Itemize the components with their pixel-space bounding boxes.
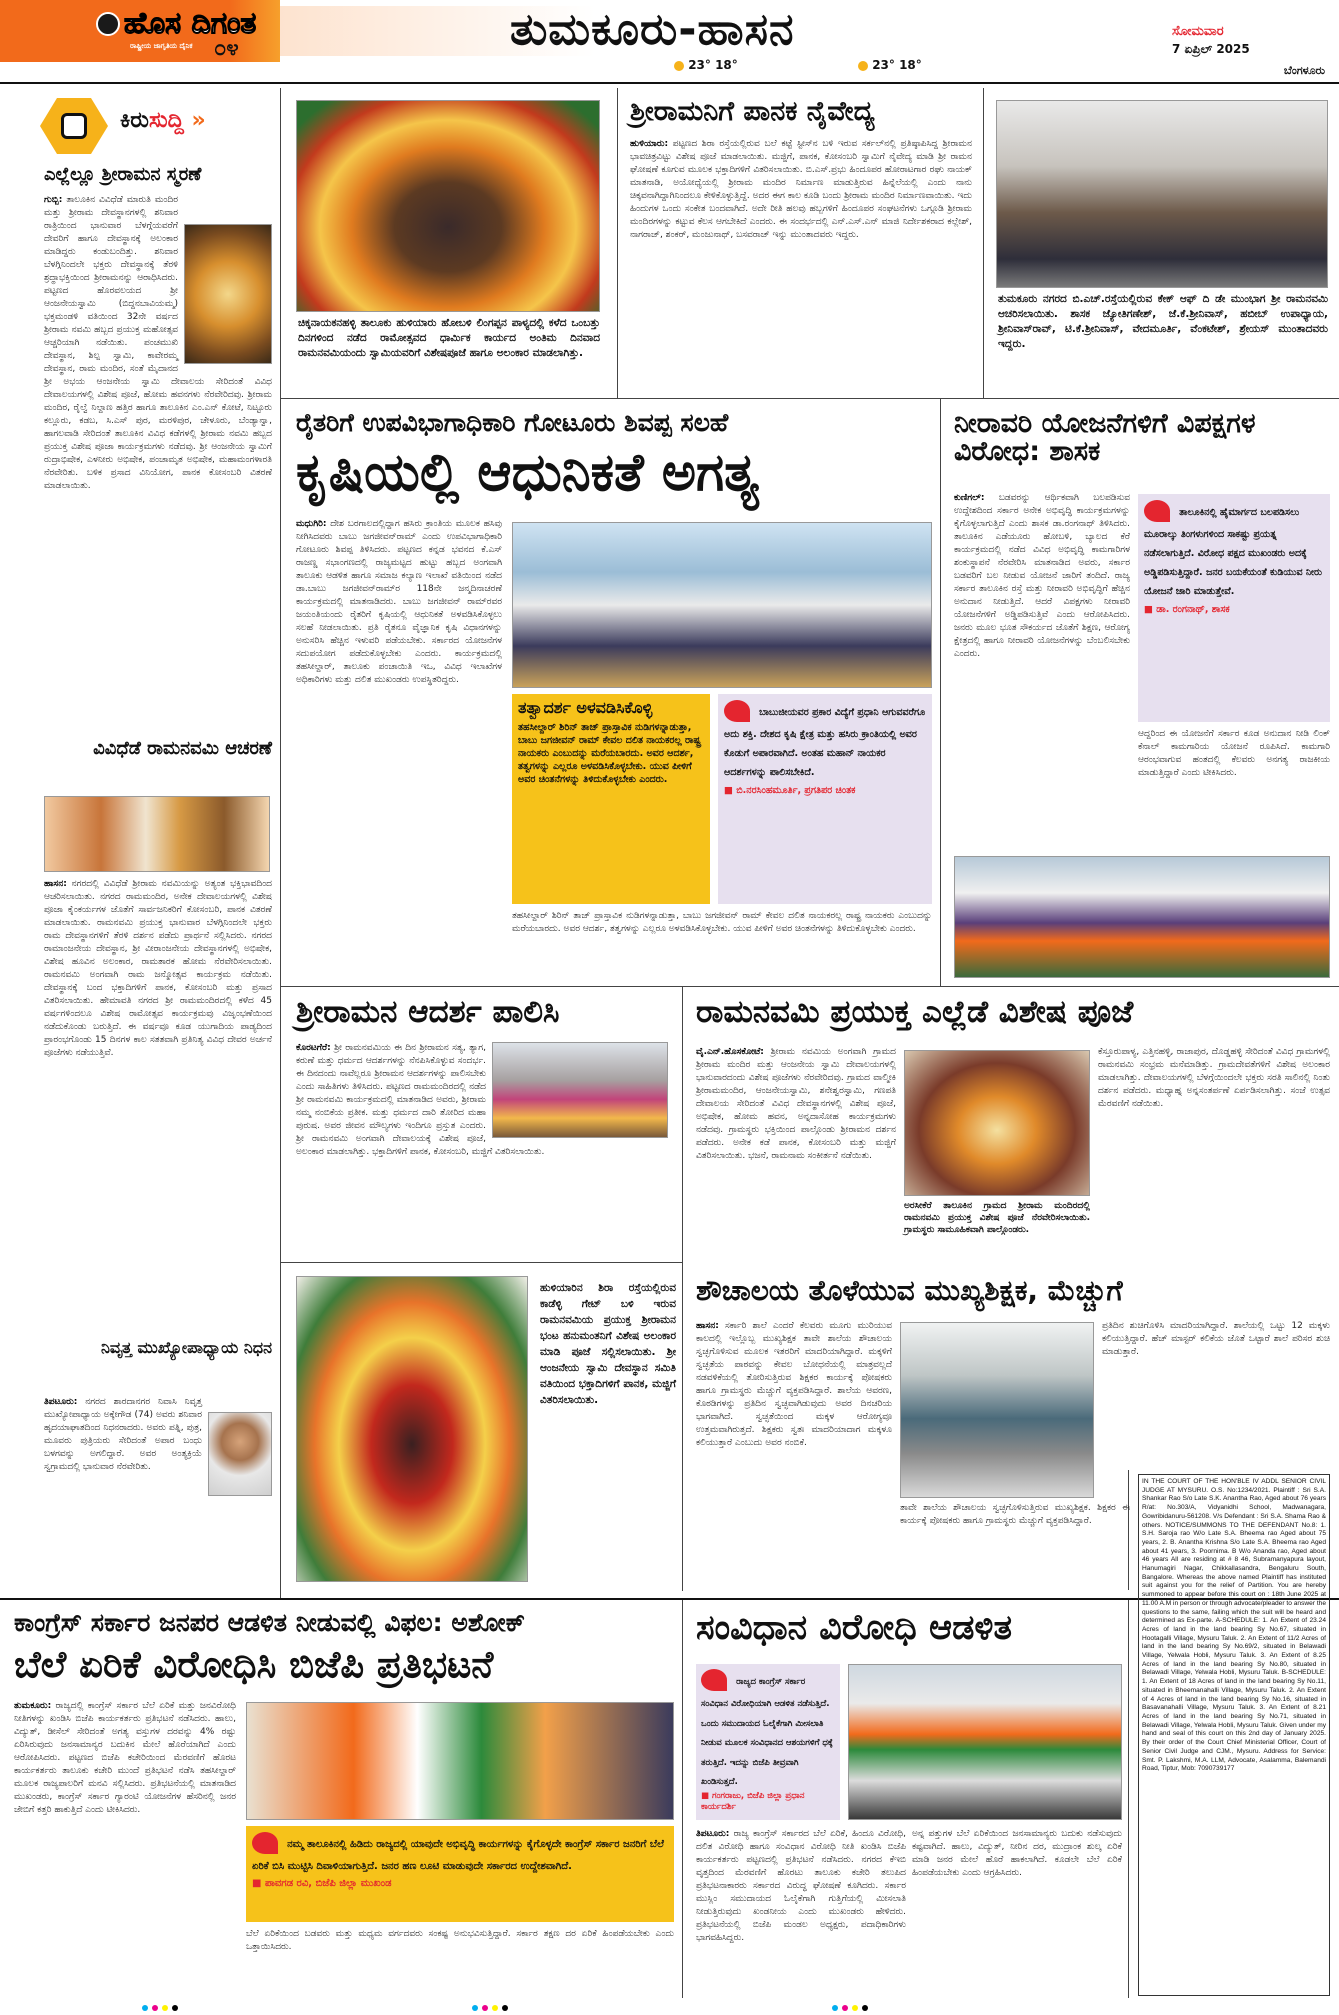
article-2-body bbox=[630, 138, 972, 394]
sun-icon bbox=[858, 61, 868, 71]
article-4-sidebox bbox=[512, 694, 710, 904]
weather-high-left: 23 bbox=[688, 58, 705, 72]
kiru-headline-1: ಎಲ್ಲೆಲ್ಲೂ ಶ್ರೀರಾಮನ ಸ್ಮರಣೆ bbox=[44, 164, 202, 185]
article-6-headline: ಶ್ರೀರಾಮನ ಆದರ್ಶ ಪಾಲಿಸಿ bbox=[296, 994, 560, 1030]
ramanavami-celebration-group-photo bbox=[996, 100, 1328, 288]
rama-idol-photo bbox=[184, 224, 272, 364]
quote-text: ಬಾಬುಜೀಯವರ ಪ್ರಕಾರ ವಿದ್ಯೆಗೆ ಪ್ರಧಾನಿ ಆಗುವವರೆಗೂ ಅದು ಶಕ್ತಿ. ದೇಶದ ಕೃಷಿ ಕ್ಷೇತ್ರ ಮತ್ತು ಹಸಿರು ಕ್ರಾಂತಿಯಲ್ಲಿ ಅವರ ಕೊಡುಗೆ ಅಪಾರವಾಗಿದೆ. ಅಂತಹ ಮಹಾನ್ ನಾಯಕರ ಆದರ್ಶಗಳನ್ನು ಪಾಲಿಸಬೇಕಿದೆ. bbox=[724, 707, 926, 778]
article-text: ನಗರದ ಶಾರದಾನಗರ ನಿವಾಸಿ ನಿವೃತ್ತ ಮುಖ್ಯೋಪಾಧ್ಯಾಯ ಅಕ್ಕೇಗೌಡ (74) ಅವರು ಶನಿವಾರ ಹೃದಯಾಘಾತದಿಂದ ನಿಧನರಾದರು. ಅವರು ಪತ್ನಿ, ಪುತ್ರ, ಮೂವರು ಪುತ್ರಿಯರು ಸೇರಿದಂತೆ ಅಪಾರ ಬಂಧು ಬಳಗವನ್ನು ಅಗಲಿದ್ದಾರೆ. ಅವರ ಅಂತ್ಯಕ್ರಿಯೆ ಸ್ವಗ್ರಾಮದಲ್ಲಿ ಭಾನುವಾರ ನೆರವೇರಿತು. bbox=[44, 1397, 202, 1472]
quote-text: ನಮ್ಮ ತಾಲೂಕಿನಲ್ಲಿ ಹಿಡಿದು ರಾಜ್ಯದಲ್ಲಿ ಯಾವುದೇ ಅಭಿವೃದ್ಧಿ ಕಾರ್ಯಗಳನ್ನು ಕೈಗೊಳ್ಳದೇ ಕಾಂಗ್ರೆಸ್ ಸರ್ಕಾರ ಜನರಿಗೆ ಬೆಲೆ ಏರಿಕೆ ಬಿಸಿ ಮುಟ್ಟಿಸಿ ದಿವಾಳಿಯಾಗುತ್ತಿದೆ. ಜನರ ಹಣ ಲೂಟಿ ಮಾಡುವುದೇ ಸರ್ಕಾರದ ಉದ್ದೇಶವಾಗಿದೆ. bbox=[252, 1839, 664, 1872]
article-4-kicker: ರೈತರಿಗೆ ಉಪವಿಭಾಗಾಧಿಕಾರಿ ಗೋಟೂರು ಶಿವಪ್ಪ ಸಲಹೆ bbox=[296, 408, 729, 437]
article-5-body bbox=[954, 492, 1130, 850]
weather-widget-right: 23° 18° bbox=[858, 58, 928, 78]
dateline: ಕೊರಟಗೆರೆ: bbox=[296, 1043, 331, 1053]
quote-attribution: ■ ಬಿ.ನರಸಿಂಹಮೂರ್ತಿ, ಪ್ರಗತಿಪರ ಚಿಂತಕ bbox=[724, 785, 856, 796]
article-9-body-2 bbox=[1102, 1320, 1330, 1468]
article-text: ನಗರದಲ್ಲಿ ವಿವಿಧೆಡೆ ಶ್ರೀರಾಮ ನವಮಿಯನ್ನು ಅತ್ಯಂತ ಭಕ್ತಿಭಾವದಿಂದ ಆಚರಿಸಲಾಯಿತು. ನಗರದ ರಾಮಮಂದಿರ, ಅನೇಕ ದೇವಾಲಯಗಳಲ್ಲಿ ವಿಶೇಷ ಪೂಜಾ ಕೈಂಕರ್ಯಗಳ ಜೊತೆಗೆ ಸಾರ್ವಜನಿಕರಿಗೆ ಕೋಸಂಬರಿ, ಪಾನಕ ವಿತರಣೆ ಮಾಡಲಾಯಿತು. ರಾಮನವಮಿ ಪ್ರಯುಕ್ತ ಭಾನುವಾರ ಬೆಳಗ್ಗಿನಿಂದಲೇ ಭಕ್ತರು ರಾಮ ದೇವಸ್ಥಾನಗಳಿಗೆ ತೆರಳಿ ದರ್ಶನ ಪಡೆದು ಪ್ರಾರ್ಥನೆ ಸಲ್ಲಿಸಿದರು. ನಗರದ ರಾಮಾಂಜನೇಯ ದೇವಸ್ಥಾನ, ಶ್ರೀ ವೀರಾಂಜನೇಯ ದೇವಸ್ಥಾನಗಳಲ್ಲಿ ಅಭಿಷೇಕ, ವಿಶೇಷ ಹೂವಿನ ಅಲಂಕಾರ, ರಾಮತಾರಕ ಹೋಮ ನೆರವೇರಿಸಲಾಯಿತು. ರಾಮನವಮಿ ಅಂಗವಾಗಿ ರಾಮ ಜನ್ಮೋತ್ಸವ ಕಾರ್ಯಕ್ರಮ ನಡೆಯಿತು. ದೇವಸ್ಥಾನಕ್ಕೆ ಬಂದ ಭಕ್ತಾದಿಗಳಿಗೆ ಪಾನಕ, ಕೋಸಂಬರಿ ಮತ್ತು ಪ್ರಸಾದ ವಿತರಿಸಲಾಯಿತು. ಹೇಮಾವತಿ ನಗರದ ಶ್ರೀ ರಾಮಮಂದಿರದಲ್ಲಿ ಕಳೆದ 45 ವರ್ಷಗಳಿಂದಲೂ ವಿಶೇಷ ರಾಮೋತ್ಸವ ಕಾರ್ಯಕ್ರಮವು ವಿಜೃಂಭಣೆಯಿಂದ ನಡೆದುಕೊಂಡು ಬರುತ್ತಿದೆ. ಈ ವರ್ಷವೂ ಕೂಡ ಯುಗಾದಿಯ ಪಾಡ್ಯದಿಂದ ಪ್ರಾರಂಭಗೊಂಡು 15 ದಿನಗಳ ಕಾಲ ಸತತವಾಗಿ ಪ್ರತಿನಿತ್ಯ ವಿವಿಧ ದೇವರ ಅರ್ಚನೆ ಪೂಜೆಗಳು ನಡೆಯುತ್ತಿವೆ. bbox=[44, 879, 272, 1058]
quote-text: ರಾಜ್ಯದ ಕಾಂಗ್ರೆಸ್ ಸರ್ಕಾರ ಸಂವಿಧಾನ ವಿರೋಧಿಯಾಗಿ ಆಡಳಿತ ನಡೆಸುತ್ತಿದೆ. ಒಂದು ಸಮುದಾಯದ ಓಲೈಕೆಗಾಗಿ ಮೀಸಲಾತಿ ನೀಡುವ ಮೂಲಕ ಸಂವಿಧಾನದ ಆಶಯಗಳಿಗೆ ಧಕ್ಕೆ ತರುತ್ತಿದೆ. ಇದನ್ನು ಬಿಜೆಪಿ ತೀವ್ರವಾಗಿ ಖಂಡಿಸುತ್ತದೆ. bbox=[701, 1677, 833, 1787]
article-text: ರಾಜ್ಯ ಕಾಂಗ್ರೆಸ್ ಸರ್ಕಾರದ ಬೆಲೆ ಏರಿಕೆ, ಹಿಂದೂ ವಿರೋಧಿ, ದಲಿತ ವಿರೋಧಿ ಹಾಗೂ ಸಂವಿಧಾನ ವಿರೋಧಿ ನೀತಿ ಖಂಡಿಸಿ ಬಿಜೆಪಿ ಕಾರ್ಯಕರ್ತರು ಪಟ್ಟಣದಲ್ಲಿ ಪ್ರತಿಭಟನೆ ನಡೆಸಿದರು. ನಗರದ ಕೆಇಬಿ ವೃತ್ತದಿಂದ ಮೆರವಣಿಗೆ ಹೊರಟು ತಾಲೂಕು ಕಚೇರಿ ತಲುಪಿದ ಪ್ರತಿಭಟನಾಕಾರರು ಸರ್ಕಾರದ ವಿರುದ್ಧ ಘೋಷಣೆ ಕೂಗಿದರು. ಸರ್ಕಾರ ಮುಸ್ಲಿಂ ಸಮುದಾಯದ ಓಲೈಕೆಗಾಗಿ ಗುತ್ತಿಗೆಯಲ್ಲಿ ಮೀಸಲಾತಿ ನೀಡುತ್ತಿರುವುದು ಖಂಡನೀಯ ಎಂದು ಮುಖಂಡರು ಹೇಳಿದರು. ಪ್ರತಿಭಟನೆಯಲ್ಲಿ ಬಿಜೆಪಿ ಮಂಡಲ ಅಧ್ಯಕ್ಷರು, ಪದಾಧಿಕಾರಿಗಳು ಭಾಗವಹಿಸಿದ್ದರು. bbox=[696, 1829, 906, 1943]
article-text: ಕೆಸ್ತೂರುಪಾಳ್ಯ, ಎತ್ತಿನಹಳ್ಳಿ, ರಾಜಾಪುರ, ದೊಡ್ಡಹಳ್ಳಿ ಸೇರಿದಂತೆ ವಿವಿಧ ಗ್ರಾಮಗಳಲ್ಲಿ ರಾಮನವಮಿ ಸಂಭ್ರಮ ಮನೆಮಾಡಿತ್ತು. ಗ್ರಾಮದೇವತೆಗಳಿಗೆ ವಿಶೇಷ ಅಲಂಕಾರ ಮಾಡಲಾಗಿತ್ತು. ದೇವಾಲಯಗಳಲ್ಲಿ ಬೆಳಗ್ಗೆಯಿಂದಲೇ ಭಕ್ತರು ಸರತಿ ಸಾಲಿನಲ್ಲಿ ನಿಂತು ದರ್ಶನ ಪಡೆದರು. ಮಧ್ಯಾಹ್ನ ಅನ್ನಸಂತರ್ಪಣೆ ಏರ್ಪಡಿಸಲಾಗಿತ್ತು. ಸಂಜೆ ಉತ್ಸವ ಮೆರವಣಿಗೆ ನಡೆಯಿತು. bbox=[1098, 1047, 1330, 1109]
column-divider bbox=[682, 986, 683, 1591]
kiru-body-1 bbox=[44, 194, 272, 794]
row-divider bbox=[280, 1262, 682, 1263]
article-8-caption: ಹುಳಿಯಾರಿನ ಶಿರಾ ರಸ್ತೆಯಲ್ಲಿರುವ ಕಾಡೆಳ್ಳಿ ಗೇಟ್ ಬಳಿ ಇರುವ ರಾಮನವಮಿಯ ಪ್ರಯುಕ್ತ ಶ್ರೀರಾಮನ ಭಂಟ ಹನುಮಂತನಿಗೆ ವಿಶೇಷ ಅಲಂಕಾರ ಮಾಡಿ ಪೂಜೆ ಸಲ್ಲಿಸಲಾಯಿತು. ಶ್ರೀ ಆಂಜನೇಯ ಸ್ವಾಮಿ ದೇವಸ್ಥಾನ ಸಮಿತಿ ವತಿಯಿಂದ ಭಕ್ತಾದಿಗಳಿಗೆ ಪಾನಕ, ಮಜ್ಜಿಗೆ ವಿತರಿಸಲಾಯಿತು. bbox=[540, 1282, 676, 1406]
quote-attribution: ■ ಡಾ. ರಂಗನಾಥ್, ಶಾಸಕ bbox=[1144, 604, 1230, 615]
article-11-body bbox=[696, 1828, 906, 1996]
article-7-body bbox=[696, 1046, 896, 1256]
article-7-headline: ರಾಮನವಮಿ ಪ್ರಯುಕ್ತ ಎಲ್ಲೆಡೆ ವಿಶೇಷ ಪೂಜೆ bbox=[696, 994, 1134, 1030]
article-10-body bbox=[14, 1700, 236, 1996]
article-3-caption: ತುಮಕೂರು ನಗರದ ಬಿ.ಎಚ್.ರಸ್ತೆಯಲ್ಲಿರುವ ಕೇಕ್ ಆಫ್ ದಿ ಡೇ ಮುಂಭಾಗ ಶ್ರೀ ರಾಮನವಮಿ ಆಚರಿಸಲಾಯಿತು. ಶಾಸಕ ಜ್ಯೋತಿಗಣೇಶ್, ಜೆ.ಕೆ.ಶ್ರೀನಿವಾಸ್, ಹಬೀಬ್ ಉಪಾಧ್ಯಾಯ, ಶ್ರೀನಿವಾಸ್‌ರಾವ್, ಟಿ.ಕೆ.ಶ್ರೀನಿವಾಸ್, ವೇದಮೂರ್ತಿ, ವೆಂಕಟೇಶ್, ಶ್ರೇಯಸ್ ಮುಂತಾದವರು ಇದ್ದರು. bbox=[998, 293, 1328, 350]
article-5-body-2 bbox=[1138, 728, 1330, 850]
officials-event-photo bbox=[512, 522, 932, 688]
bjp-tiptur-protest-photo bbox=[848, 1664, 1122, 1820]
article-text: ಸರ್ಕಾರಿ ಶಾಲೆ ಎಂದರೆ ಕೆಲವರು ಮೂಗು ಮುರಿಯುವ ಕಾಲದಲ್ಲಿ ಇಲ್ಲೊಬ್ಬ ಮುಖ್ಯಶಿಕ್ಷಕ ತಾವೇ ಶಾಲೆಯ ಶೌಚಾಲಯ ಸ್ವಚ್ಛಗೊಳಿಸುವ ಮೂಲಕ ಇತರರಿಗೆ ಮಾದರಿಯಾಗಿದ್ದಾರೆ. ಮಕ್ಕಳಿಗೆ ಸ್ವಚ್ಛತೆಯ ಪಾಠವನ್ನು ಕೇವಲ ಬೋಧನೆಯಲ್ಲಿ ಮಾತ್ರವಲ್ಲದೆ ನಡವಳಿಕೆಯಲ್ಲಿ ತೋರಿಸುತ್ತಿರುವ ಶಿಕ್ಷಕರ ಕಾರ್ಯಕ್ಕೆ ಪೋಷಕರು ಹಾಗೂ ಗ್ರಾಮಸ್ಥರು ಮೆಚ್ಚುಗೆ ವ್ಯಕ್ತಪಡಿಸಿದ್ದಾರೆ. ಶಾಲೆಯ ಆವರಣ, ಕೊಠಡಿಗಳನ್ನು ಪ್ರತಿದಿನ ಸ್ವಚ್ಛವಾಗಿಡುವುದು ಅವರ ದಿನಚರಿಯ ಭಾಗವಾಗಿದೆ. ಸ್ವಚ್ಛತೆಯಿಂದ ಮಕ್ಕಳ ಆರೋಗ್ಯವೂ ಉತ್ತಮವಾಗಿರುತ್ತದೆ. ಶಿಕ್ಷಕರು ಸ್ವತಃ ಮಾದರಿಯಾದಾಗ ಮಕ್ಕಳೂ ಕಲಿಯುತ್ತಾರೆ ಎಂಬುದು ಅವರ ನಂಬಿಕೆ. bbox=[696, 1321, 892, 1448]
quote-icon bbox=[252, 1832, 278, 1854]
row-divider bbox=[280, 398, 1339, 399]
article-10-kicker: ಕಾಂಗ್ರೆಸ್ ಸರ್ಕಾರ ಜನಪರ ಆಡಳಿತ ನೀಡುವಲ್ಲಿ ವಿಫಲ: ಅಶೋಕ್ bbox=[14, 1608, 526, 1637]
article-11-quote bbox=[696, 1664, 840, 1820]
dateline: ತುಮಕೂರು: bbox=[14, 1701, 52, 1711]
kiru-headline-3: ನಿವೃತ್ತ ಮುಖ್ಯೋಪಾಧ್ಯಾಯ ನಿಧನ bbox=[101, 1338, 272, 1357]
weather-high-right: 23 bbox=[872, 58, 889, 72]
dateline: ಹುಳಿಯಾರು: bbox=[630, 139, 669, 149]
article-4-body bbox=[296, 518, 502, 972]
article-5-headline: ನೀರಾವರಿ ಯೋಜನೆಗಳಿಗೆ ವಿಪಕ್ಷಗಳ ವಿರೋಧ: ಶಾಸಕ bbox=[954, 408, 1256, 468]
quote-icon bbox=[1144, 500, 1170, 522]
quote-text: ತಾಲೂಕಿನಲ್ಲಿ ಹೈಮಾರ್ಗದ ಬಲಪಡಿಸಲು ಮೂರಾಲ್ಕು ತಿಂಗಳುಗಳಿಂದ ಸಾಕಷ್ಟು ಪ್ರಯತ್ನ ನಡೆಸಲಾಗುತ್ತಿದೆ. ವಿರೋಧ ಪಕ್ಷದ ಮುಖಂಡರು ಅದಕ್ಕೆ ಅಡ್ಡಿಪಡಿಸುತ್ತಿದ್ದಾರೆ. ಜನರ ಬಯಕೆಯಂತೆ ಕುಡಿಯುವ ನೀರು ಯೋಜನೆ ಜಾರಿ ಮಾಡುತ್ತೇವೆ. bbox=[1144, 507, 1322, 597]
issue-day: ಸೋಮವಾರ bbox=[1172, 24, 1224, 39]
article-6-body bbox=[296, 1042, 668, 1256]
article-9-headline: ಶೌಚಾಲಯ ತೊಳೆಯುವ ಮುಖ್ಯಶಿಕ್ಷಕ, ಮೆಚ್ಚುಗೆ bbox=[696, 1274, 1123, 1307]
dateline: ಹಾಸನ: bbox=[696, 1321, 719, 1331]
temple-decoration-photo bbox=[296, 100, 600, 312]
kiru-label: ಕಿರುಸುದ್ದಿ » bbox=[120, 108, 206, 133]
edition-title: ತುಮಕೂರು-ಹಾಸನ bbox=[510, 4, 795, 55]
article-text: ಪ್ರತಿದಿನ ಶುಚಿಗೊಳಿಸಿ ಮಾದರಿಯಾಗಿದ್ದಾರೆ. ಶಾಲೆಯಲ್ಲಿ ಒಟ್ಟು 12 ಮಕ್ಕಳು ಕಲಿಯುತ್ತಿದ್ದಾರೆ. ಹೆಚ್ ಮಾಸ್ಟರ್ ಕಲಿಕೆಯ ಜೊತೆ ಒಟ್ಟಾರೆ ಶಾಲೆ ಪರಿಸರ ಶುಚಿ ಮಾಡುತ್ತಾರೆ. bbox=[1102, 1321, 1330, 1357]
article-4-quote bbox=[718, 694, 932, 904]
article-7-caption: ಅರಸೀಕೆರೆ ತಾಲೂಕಿನ ಗ್ರಾಮದ ಶ್ರೀರಾಮ ಮಂದಿರದಲ್ಲಿ ರಾಮನವಮಿ ಪ್ರಯುಕ್ತ ವಿಶೇಷ ಪೂಜೆ ನೆರವೇರಿಸಲಾಯಿತು. ಗ್ರಾಮಸ್ಥರು ಸಾಮೂಹಿಕವಾಗಿ ಪಾಲ್ಗೊಂಡರು. bbox=[904, 1201, 1090, 1235]
quote-attribution: ■ ಪಾವಗಡ ರವಿ, ಬಿಜೆಪಿ ಜಿಲ್ಲಾ ಮುಖಂಡ bbox=[252, 1878, 392, 1889]
article-text: ತಹಸೀಲ್ದಾರ್ ಶಿರಿನ್ ತಾಜ್ ಪ್ರಾಸ್ತಾವಿಕ ನುಡಿಗಳನ್ನಾಡುತ್ತಾ, ಬಾಬು ಜಗಜೀವನ್ ರಾಮ್ ಕೇವಲ ದಲಿತ ನಾಯಕರಲ್ಲ ರಾಷ್ಟ್ರ ನಾಯಕರು ಎಂಬುದನ್ನು ಮರೆಯಬಾರದು. ಅವರ ಆದರ್ಶ, ತತ್ವಗಳನ್ನು ಎಲ್ಲರೂ ಅಳವಡಿಸಿಕೊಳ್ಳಬೇಕು. ಯುವ ಪೀಳಿಗೆ ಅವರ ಚಿಂತನೆಗಳನ್ನು ತಿಳಿದುಕೊಳ್ಳಬೇಕು ಎಂದರು. bbox=[512, 911, 932, 934]
article-text: ಬೆಲೆ ಏರಿಕೆಯಿಂದ ಬಡವರು ಮತ್ತು ಮಧ್ಯಮ ವರ್ಗದವರು ಸಂಕಷ್ಟ ಅನುಭವಿಸುತ್ತಿದ್ದಾರೆ. ಸರ್ಕಾರ ತಕ್ಷಣ ದರ ಏರಿಕೆ ಹಿಂಪಡೆಯಬೇಕು ಎಂದು ಒತ್ತಾಯಿಸಿದರು. bbox=[246, 1929, 674, 1952]
kiru-body-2 bbox=[44, 878, 272, 1384]
mla-inauguration-photo bbox=[954, 856, 1330, 978]
article-2-headline: ಶ್ರೀರಾಮನಿಗೆ ಪಾನಕ ನೈವೇದ್ಯ bbox=[630, 96, 875, 127]
column-divider bbox=[983, 88, 984, 398]
devotees-gathering-photo bbox=[492, 1042, 668, 1138]
sidebox-body: ತಹಸೀಲ್ದಾರ್ ಶಿರಿನ್ ತಾಜ್ ಪ್ರಾಸ್ತಾವಿಕ ನುಡಿಗಳನ್ನಾಡುತ್ತಾ, ಬಾಬು ಜಗಜೀವನ್ ರಾಮ್ ಕೇವಲ ದಲಿತ ನಾಯಕರಲ್ಲ ರಾಷ್ಟ್ರ ನಾಯಕರು ಎಂಬುದನ್ನು ಮರೆಯಬಾರದು. ಅವರ ಆದರ್ಶ, ತತ್ವಗಳನ್ನು ಎಲ್ಲರೂ ಅಳವಡಿಸಿಕೊಳ್ಳಬೇಕು. ಯುವ ಪೀಳಿಗೆ ಅವರ ಚಿಂತನೆಗಳನ್ನು ತಿಳಿದುಕೊಳ್ಳಬೇಕು ಎಂದರು. bbox=[518, 721, 701, 785]
article-11-headline: ಸಂವಿಧಾನ ವಿರೋಧಿ ಆಡಳಿತ bbox=[696, 1608, 1012, 1648]
sidebox-title: ತತ್ವಾದರ್ಶ ಅಳವಡಿಸಿಕೊಳ್ಳಿ bbox=[518, 698, 653, 717]
legal-notice bbox=[1138, 1474, 1330, 1996]
legal-notice-text: IN THE COURT OF THE HON'BLE IV ADDL SENIOR CIVIL JUDGE AT MYSURU. O.S. No:1234/2021. Plaintiff : Sri S.A. Shankar Rao S/o Late S.K. Anantha Rao, Aged about 76 years R/at: No.303/A, Vidyanidhi School, Madwanagara, Gowribidanuru-561208. V/s Defendant : Sri S.A. Shama Rao & others. NOTICE/SUMMONS TO THE DEFENDANT No.8: 1. S.H. Saroja rao W/o Late S.A. Bheema rao Aged about 75 years, 2. B. Anantha Krishna S/o Late S.A. Bheema rao Aged about 41 years, 3. Poornima. B W/o Ananda rao, Aged about 46 years All are residing at # 8 46, Subramanyapura layout, Hanumagiri Nagar, Chikkallasandra, Bengaluru South, Bangalore. Whereas the above named Plaintiff has instituted suit against you for the relief of Partition. You are hereby summoned to appear before this court on : 18th June 2025 at 11.00 A.M in person or through advocate/pleader to answer the questions to the same, failing which the suit will be heard and determined as Ex-parte. A-SCHEDULE: 1. An Extent of 23.24 Acres of land in the land bearing Sy No.67, situated in Hootagalli Village, Mysuru Taluk. 2. An Extent of 11/2 Acres of land in the land bearing Sy No.69/2, situated in Belawadi Village, Yelwala Hobli, Mysuru Taluk. 3. An Extent of 8.25 Acres of land in the land bearing Sy No.80, situated in Belawadi Village, Yelwala Hobli, Mysuru Taluk. B-SCHEDULE: 1. An Extent of 18 Acres of land in the land bearing Sy No.11, situated in Bheemanahalli Village, Mysuru Taluk. 2. An Extent of 4 Acres of land in the land bearing Sy No.16, situated in Basavanahalli Village, Mysuru Taluk. 3. An Extent of 8.21 Acres of land in the land bearing Sy No.71, situated in Belawadi Village, Yelwala Hobli, Mysuru Taluk. Given under my hand and seal of this court on this 2nd day of January 2025. By their order of the Court Chief Ministerial Officer, Court of Senior Civil Judge and CJM., Mysuru. Address for Service: Smt. P. Lakshmi, M.A. LLM, Advocate, Asalamma, Balemandi Road, Tiptur, Mob: 7090739177 bbox=[1142, 1478, 1326, 1773]
hanuman-decoration-photo bbox=[296, 1276, 528, 1582]
registration-marks bbox=[830, 1996, 890, 2006]
article-text: ತಾವೇ ಶಾಲೆಯ ಶೌಚಾಲಯ ಸ್ವಚ್ಛಗೊಳಿಸುತ್ತಿರುವ ಮುಖ್ಯಶಿಕ್ಷಕ. ಶಿಕ್ಷಕರ ಈ ಕಾರ್ಯಕ್ಕೆ ಪೋಷಕರು ಹಾಗೂ ಗ್ರಾಮಸ್ಥರು ಮೆಚ್ಚುಗೆ ವ್ಯಕ್ತಪಡಿಸಿದ್ದಾರೆ. bbox=[900, 1503, 1130, 1526]
dateline: ತಿಪಟೂರು: bbox=[44, 1397, 78, 1407]
registration-marks bbox=[140, 1996, 200, 2006]
column-divider bbox=[280, 88, 281, 1598]
hand-icon bbox=[40, 98, 108, 154]
article-10-headline: ಬೆಲೆ ಏರಿಕೆ ವಿರೋಧಿಸಿ ಬಿಜೆಪಿ ಪ್ರತಿಭಟನೆ bbox=[14, 1643, 494, 1686]
page-number: ೦೪ bbox=[214, 36, 239, 61]
article-4-continuation bbox=[512, 910, 932, 980]
column-divider bbox=[682, 1598, 683, 1998]
masthead-rule bbox=[0, 82, 1339, 84]
article-1-caption: ಚಿಕ್ಕನಾಯಕನಹಳ್ಳಿ ತಾಲೂಕು ಹುಳಿಯಾರು ಹೋಬಳಿ ಲಿಂಗಪ್ಪನ ಪಾಳ್ಯದಲ್ಲಿ ಕಳೆದ ಒಂಬತ್ತು ದಿನಗಳಿಂದ ನಡೆದ ರಾಮೋತ್ಸವದ ಧಾರ್ಮಿಕ ಕಾರ್ಯದ ಅಂತಿಮ ದಿನವಾದ ರಾಮನವಮಿಯಂದು ಸ್ವಾಮಿಯವರಿಗೆ ವಿಶೇಷಪೂಜೆ ಹಾಗೂ ಅಲಂಕಾರ ಮಾಡಲಾಗಿತ್ತು. bbox=[298, 317, 600, 359]
dateline: ಮಧುಗಿರಿ: bbox=[296, 519, 327, 529]
article-9-caption bbox=[900, 1502, 1130, 1588]
article-5-quote bbox=[1138, 494, 1330, 722]
article-text: ದೇಶ ಬರಗಾಲದಲ್ಲಿದ್ದಾಗ ಹಸಿರು ಕ್ರಾಂತಿಯ ಮೂಲಕ ಹಸಿವು ನೀಗಿಸಿದವರು ಬಾಬು ಜಗಜೀವನ್‌ರಾಮ್ ಎಂದು ಉಪವಿಭಾಗಾಧಿಕಾರಿ ಗೋಟೂರು ಶಿವಪ್ಪ ತಿಳಿಸಿದರು. ಪಟ್ಟಣದ ಕನ್ನಡ ಭವನದ ಕೆ.ಎಸ್ ರಾಜಣ್ಣ ಸಭಾಂಗಣದಲ್ಲಿ ರಾಜ್ಯಮಟ್ಟದ ಹುಟ್ಟು ಹಬ್ಬದ ಅಂಗವಾಗಿ ತಾಲೂಕು ಆಡಳಿತ ಹಾಗೂ ಸಮಾಜ ಕಲ್ಯಾಣ ಇಲಾಖೆ ವತಿಯಿಂದ ನಡೆದ ಡಾ.ಬಾಬು ಜಗಜೀವನ್‌ರಾಮ್‌ರ 118ನೇ ಜನ್ಮದಿನಾಚರಣೆ ಕಾರ್ಯಕ್ರಮದಲ್ಲಿ ಮಾತನಾಡಿದರು. ಬಾಬು ಜಗಜೀವನ್ ರಾಮ್‌ರವರ ಜಯಂತಿಯಂದು ರೈತರಿಗೆ ಕೃಷಿಯಲ್ಲಿ ಆಧುನಿಕತೆ ಅಳವಡಿಸಿಕೊಳ್ಳಲು ಸಲಹೆ ನೀಡಲಾಯಿತು. ಪ್ರತಿ ರೈತನೂ ವೈಜ್ಞಾನಿಕ ಕೃಷಿ ವಿಧಾನಗಳನ್ನು ಅನುಸರಿಸಿ ಹೆಚ್ಚಿನ ಇಳುವರಿ ಪಡೆಯಬೇಕು. ಸರ್ಕಾರದ ಯೋಜನೆಗಳ ಸದುಪಯೋಗ ಪಡೆದುಕೊಳ್ಳಬೇಕು ಎಂದರು. ಕಾರ್ಯಕ್ರಮದಲ್ಲಿ ತಹಸೀಲ್ದಾರ್, ತಾಲೂಕು ಪಂಚಾಯಿತಿ ಇಒ, ವಿವಿಧ ಇಲಾಖೆಗಳ ಅಧಿಕಾರಿಗಳು ಮತ್ತು ದಲಿತ ಮುಖಂಡರು ಉಪಸ್ಥಿತರಿದ್ದರು. bbox=[296, 519, 502, 685]
article-text: ಶ್ರೀ ರಾಮನವಮಿಯ ಈ ದಿನ ಶ್ರೀರಾಮನ ಸತ್ಯ, ತ್ಯಾಗ, ಕರುಣೆ ಮತ್ತು ಧರ್ಮದ ಆದರ್ಶಗಳನ್ನು ನೆನಪಿಸಿಕೊಳ್ಳುವ ಸಂದರ್ಭ. ಈ ದಿನದಂದು ನಾವೆಲ್ಲರೂ ಶ್ರೀರಾಮನ ಆದರ್ಶಗಳನ್ನು ಪಾಲಿಸಬೇಕು ಎಂದು ಸಾಹಿತಿಗಳು ತಿಳಿಸಿದರು. ಪಟ್ಟಣದ ರಾಮಮಂದಿರದಲ್ಲಿ ನಡೆದ ಶ್ರೀ ರಾಮನವಮಿ ಕಾರ್ಯಕ್ರಮದಲ್ಲಿ ಮಾತನಾಡಿದ ಅವರು, ಶ್ರೀರಾಮ ನಮ್ಮ ನಂಬಿಕೆಯ ಪ್ರತೀಕ. ಮತ್ತು ಧರ್ಮದ ದಾರಿ ತೋರಿದ ಮಹಾ ಪುರುಷ. ಅವರ ಜೀವನ ಮೌಲ್ಯಗಳು ಇಂದಿಗೂ ಪ್ರಸ್ತುತ ಎಂದರು. ಶ್ರೀ ರಾಮನವಮಿ ಅಂಗವಾಗಿ ದೇವಾಲಯಕ್ಕೆ ವಿಶೇಷ ಪೂಜೆ, ಅಲಂಕಾರ ಮಾಡಲಾಗಿತ್ತು. ಭಕ್ತಾದಿಗಳಿಗೆ ಪಾನಕ, ಕೋಸಂಬರಿ, ಮಜ್ಜಿಗೆ ವಿತರಿಸಲಾಯಿತು. bbox=[296, 1043, 545, 1157]
issue-date: 7 ಏಪ್ರಿಲ್ 2025 bbox=[1172, 42, 1250, 56]
row-divider bbox=[280, 986, 1339, 987]
ramanavami-ceremony-photo bbox=[44, 796, 270, 872]
article-7-body-2 bbox=[1098, 1046, 1330, 1256]
weather-low-left: 18 bbox=[715, 58, 732, 72]
weather-low-right: 18 bbox=[899, 58, 916, 72]
article-11-body-2 bbox=[912, 1828, 1122, 1996]
issue-city: ಬೆಂಗಳೂರು bbox=[1283, 64, 1325, 77]
brand-name: ಹೊಸ ದಿಗಂತ bbox=[124, 6, 257, 41]
village-temple-puja-photo bbox=[904, 1050, 1090, 1196]
dateline: ಕುಣಿಗಲ್: bbox=[954, 493, 985, 503]
article-text: ಅನ್ನ ಪತ್ತುಗಳ ಬೆಲೆ ಏರಿಕೆಯಿಂದ ಜನಸಾಮಾನ್ಯರು ಬದುಕು ನಡೆಸುವುದು ಕಷ್ಟವಾಗಿದೆ. ಹಾಲು, ವಿದ್ಯುತ್, ನೀರಿನ ದರ, ಮುದ್ರಾಂಕ ಶುಲ್ಕ ಏರಿಕೆ ಮಾಡಿ ಜನರ ಮೇಲೆ ಹೊರೆ ಹಾಕಲಾಗಿದೆ. ಕೂಡಲೇ ಬೆಲೆ ಏರಿಕೆ ಹಿಂಪಡೆಯಬೇಕು ಎಂದು ಆಗ್ರಹಿಸಿದರು. bbox=[912, 1829, 1122, 1878]
brand-tagline: ರಾಷ್ಟ್ರೀಯ ಜಾಗೃತಿಯ ದೈನಿಕ bbox=[130, 42, 193, 50]
headmaster-cleaning-photo bbox=[900, 1322, 1094, 1498]
quote-icon bbox=[724, 700, 750, 722]
article-10-quote bbox=[246, 1826, 674, 1922]
article-text: ಶ್ರೀರಾಮ ನವಮಿಯ ಅಂಗವಾಗಿ ಗ್ರಾಮದ ಶ್ರೀರಾಮ ಮಂದಿರ ಮತ್ತು ಆಂಜನೇಯ ಸ್ವಾಮಿ ದೇವಾಲಯಗಳಲ್ಲಿ ಭಾನುವಾರದಂದು ವಿಶೇಷ ಪೂಜೆಗಳು ನೆರವೇರಿದವು. ಗ್ರಾಮದ ವಾಲ್ಮೀಕಿ ಶ್ರೀರಾಮಮಂದಿರ, ಆಂಜನೇಯಸ್ವಾಮಿ, ಶನೇಶ್ವರಸ್ವಾಮಿ, ಗಣಪತಿ ದೇವಾಲಯ ಸೇರಿದಂತೆ ವಿವಿಧ ದೇವಸ್ಥಾನಗಳಲ್ಲಿ ವಿಶೇಷ ಪೂಜೆ, ಅಭಿಷೇಕ, ಹೋಮ ಹವನ, ಅನ್ನದಾಸೋಹ ಕಾರ್ಯಕ್ರಮಗಳು ನಡೆದವು. ಗ್ರಾಮಸ್ಥರು ಭಕ್ತಿಯಿಂದ ಪಾಲ್ಗೊಂಡು ಶ್ರೀರಾಮನ ದರ್ಶನ ಪಡೆದರು. ಅನೇಕ ಕಡೆ ಪಾನಕ, ಕೋಸಂಬರಿ ಮತ್ತು ಮಜ್ಜಿಗೆ ವಿತರಿಸಲಾಯಿತು. ಭಜನೆ, ರಾಮನಾಮ ಸಂಕೀರ್ತನೆ ನಡೆಯಿತು. bbox=[696, 1047, 896, 1161]
article-text: ಪಟ್ಟಣದ ಶಿರಾ ರಸ್ತೆಯಲ್ಲಿರುವ ಬಲೆ ಕಟ್ಟೆ ಸ್ಟೀಸ್‌ನ ಬಳಿ ಇರುವ ಸರ್ಕಲ್‌ನಲ್ಲಿ ಪ್ರತಿಷ್ಠಾಪಿಸಿದ್ದ ಶ್ರೀರಾಮನ ಭಾವಚಿತ್ರವಿಟ್ಟು ವಿಶೇಷ ಪೂಜೆ ಮಾಡಲಾಯಿತು. ಮಜ್ಜಿಗೆ, ಪಾನಕ, ಕೋಸಂಬರಿ ಸ್ವಾಮಿಗೆ ನೈವೇದ್ಯ ಮಾಡಿ ಶ್ರೀ ರಾಮನ ಘೋಷಣೆ ಕೂಗುವ ಮೂಲಕ ಭಕ್ತಾದಿಗಳಿಗೆ ವಿತರಿಸಲಾಯಿತು. ಬಿ.ಎಸ್.ಪ್ರಭು ಹಿಂದೂಪರ ಹೋರಾಟಗಾರ ರಘು ನಾಯಕ್ ಮಾತನಾಡಿ, ಅಯೋಧ್ಯೆಯಲ್ಲಿ ಶ್ರೀರಾಮ ಮಂದಿರ ನಿರ್ಮಾಣ ಮಾಡುತ್ತಿರುವ ಹಿನ್ನೆಲೆಯಲ್ಲಿ ಎಂದು ನಾನು ಚಿಕ್ಕವನಾಗಿದ್ದಾಗಿನಿಂದಲೂ ಕೇಳಿಕೊಳ್ಳುತ್ತಿದ್ದೆ. ಅದರ ಈಗ ಕಾಲ ಕೂಡಿ ಬಂದು ಶ್ರೀರಾಮ ಮಂದಿರ ನಿರ್ಮಾಣವಾಯಿತು. ಇದು ಹಿಂದುಗಳ ಒಂದು ಸಂಕೇತ ಬಂದವಾಗಿದೆ. ಅದೇ ರೀತಿ ಹಲವು ಹಬ್ಬಗಳಿಗೆ ಹಿಂದೂಪರ ಸಂಘಟನೆಗಳು ಒಗ್ಗೂಡಿ ಶ್ರೀರಾಮ ಮಂದಿರಗಳನ್ನು ಕಟ್ಟುವ ಕೆಲಸ ಆಗಬೇಕಿದೆ ಎಂದರು. ಈ ಸಂದರ್ಭದಲ್ಲಿ ಎನ್.ಎಸ್.ಎನ್ ಮಾಜಿ ನಿರ್ದೇಶಕರಾದ ಕಲ್ಲೇಶ್, ನಾಗರಾಜ್, ಶಂಕರ್, ಮಂಜುನಾಥ್, ಬಸವರಾಜ್ ಇನ್ನು ಮುಂತಾದವರು ಇದ್ದರು. bbox=[630, 139, 972, 240]
bjp-protest-photo bbox=[246, 1702, 674, 1820]
weather-widget-left: 23° 18° bbox=[674, 58, 744, 78]
article-4-headline: ಕೃಷಿಯಲ್ಲಿ ಆಧುನಿಕತೆ ಅಗತ್ಯ bbox=[296, 443, 759, 503]
kiru-body-3 bbox=[44, 1396, 272, 1592]
article-text: ರಾಜ್ಯದಲ್ಲಿ ಕಾಂಗ್ರೆಸ್ ಸರ್ಕಾರ ಬೆಲೆ ಏರಿಕೆ ಮತ್ತು ಜನವಿರೋಧಿ ನೀತಿಗಳನ್ನು ಖಂಡಿಸಿ ಬಿಜೆಪಿ ಕಾರ್ಯಕರ್ತರು ಪ್ರತಿಭಟನೆ ನಡೆಸಿದರು. ಹಾಲು, ವಿದ್ಯುತ್, ಡೀಸೆಲ್ ಸೇರಿದಂತೆ ಅಗತ್ಯ ವಸ್ತುಗಳ ದರವನ್ನು 4% ರಷ್ಟು ಏರಿಸಿರುವುದು ಜನಸಾಮಾನ್ಯರ ಬದುಕಿನ ಮೇಲೆ ಹೊರೆಯಾಗಿದೆ ಎಂದು ಆರೋಪಿಸಿದರು. ಪಟ್ಟಣದ ಬಿಜೆಪಿ ಕಚೇರಿಯಿಂದ ಮೆರವಣಿಗೆ ಹೊರಟ ಕಾರ್ಯಕರ್ತರು ತಾಲೂಕು ಕಚೇರಿ ಮುಂದೆ ಪ್ರತಿಭಟನೆ ನಡೆಸಿ ತಹಸೀಲ್ದಾರ್ ಮೂಲಕ ರಾಜ್ಯಪಾಲರಿಗೆ ಮನವಿ ಸಲ್ಲಿಸಿದರು. ಪ್ರತಿಭಟನೆಯಲ್ಲಿ ಮಾತನಾಡಿದ ಮುಖಂಡರು, ಕಾಂಗ್ರೆಸ್ ಸರ್ಕಾರ ಗ್ಯಾರಂಟಿ ಯೋಜನೆಗಳ ಹೆಸರಿನಲ್ಲಿ ಜನರ ಜೇಬಿಗೆ ಕತ್ತರಿ ಹಾಕುತ್ತಿದೆ ಎಂದು ಟೀಕಿಸಿದರು. bbox=[14, 1701, 236, 1815]
article-text: ತಾಲೂಕಿನ ವಿವಿಧೆಡೆ ಮಾರುತಿ ಮಂದಿರ ಮತ್ತು ಶ್ರೀರಾಮ ದೇವಸ್ಥಾನಗಳಲ್ಲಿ ಶನಿವಾರ ರಾತ್ರಿಯಿಂದ ಭಾನುವಾರ ಬೆಳಗ್ಗೆಯವರೆಗೆ ದೇವರಿಗೆ ಹಾಗೂ ದೇವಸ್ಥಾನಕ್ಕೆ ಅಲಂಕಾರ ಮಾಡಿದ್ದರು ಕಂಡುಬಂದಿತ್ತು. ಶನಿವಾರ ಬೆಳಗ್ಗಿನಿಂದಲೇ ಭಕ್ತರು ದೇವಸ್ಥಾನಕ್ಕೆ ತೆರಳಿ ಶ್ರದ್ಧಾಭಕ್ತಿಯಿಂದ ಶ್ರೀರಾಮನನ್ನು ಆರಾಧಿಸಿದರು. ಪಟ್ಟಣದ ಹೊರವಲಯದ ಶ್ರೀ ಆಂಜನೇಯಸ್ವಾಮಿ (ಬಿದ್ದನಬಾವಿಯಮ್ಮ) ಭಕ್ತಮಂಡಳಿ ವತಿಯಿಂದ 32ನೇ ವರ್ಷದ ಶ್ರೀರಾಮ ನವಮಿ ಹಬ್ಬದ ಪ್ರಯುಕ್ತ ಮಹೋತ್ಸವ ಆಚ್ಚರಿಯಾಗಿ ನಡೆಯಿತು. ಪಂಚಮುಖಿ ದೇವಸ್ಥಾನ, ಶಿಲ್ಪ ಸ್ವಾಮಿ, ಕಾವೇರಮ್ಮ ದೇವಸ್ಥಾನ, ರಾಮ ಮಂದಿರ, ಸಂತೆ ಮೈದಾನದ ಶ್ರೀ ಅಭಯ ಆಂಜನೇಯ ಸ್ವಾಮಿ ದೇವಾಲಯ ಸೇರಿದಂತೆ ವಿವಿಧ ದೇವಾಲಯಗಳಲ್ಲಿ ವಿಶೇಷ ಪೂಜೆ, ಹೋಮ ಹವನಗಳು ನೆರವೇರಿದವು. ಶ್ರೀರಾಮ ಮಂದಿರ, ರೈಲ್ವೆ ನಿಲ್ದಾಣ ಹತ್ತಿರ ಹಾಗೂ ತಾಲೂಕಿನ ಎಂ.ಎನ್ ಕೋಟೆ, ನಿಟ್ಟೂರು ಕಲ್ಲೂರು, ಕಡಬ, ಸಿ.ಎಸ್ ಪುರ, ಮರಳಿಪುರ, ಚೇಳೂರು, ಬೆಂಡ್ಯಾನ್ವಾ, ಹಾಗಲವಾಡಿ ಸೇರಿದಂತೆ ತಾಲೂಕಿನ ವಿವಿಧ ಕಡೆಗಳಲ್ಲಿ ಶ್ರೀರಾಮ ನವಮಿ ಹಬ್ಬದ ಪ್ರಯುಕ್ತ ವಿಶೇಷ ಪೂಜಾ ಕಾರ್ಯಕ್ರಮಗಳು ನಡೆದವು. ಶ್ರೀ ಆಂಜನೇಯ ಸ್ವಾಮಿಗೆ ರುದ್ರಾಭಿಷೇಕ, ಎಳನೀರು ಅಭಿಷೇಕ, ಪಂಚಾಮೃತ ಅಭಿಷೇಕ, ಮಹಾಮಂಗಳಾರತಿ ನೆರವೇರಿತು. ಬಳಿಕ ಪ್ರಸಾದ ವಿನಿಯೋಗ, ಪಾನಕ ಕೋಸಂಬರಿ ವಿತರಣೆ ಮಾಡಲಾಯಿತು. bbox=[44, 195, 272, 491]
article-9-body bbox=[696, 1320, 892, 1586]
column-divider bbox=[1128, 1598, 1129, 1998]
column-divider bbox=[617, 88, 618, 398]
column-divider bbox=[940, 398, 941, 986]
dateline: ತಿಪಟೂರು: bbox=[696, 1829, 730, 1839]
kiru-suddi-badge bbox=[40, 94, 260, 156]
article-text: ಬಡವರನ್ನು ಆರ್ಥಿಕವಾಗಿ ಬಲಪಡಿಸುವ ಉದ್ದೇಶದಿಂದ ಸರ್ಕಾರ ಅನೇಕ ಅಭಿವೃದ್ಧಿ ಕಾರ್ಯಕ್ರಮಗಳನ್ನು ಕೈಗೊಳ್ಳಲಾಗುತ್ತಿದೆ ಎಂದು ಶಾಸಕ ಡಾ.ರಂಗನಾಥ್ ತಿಳಿಸಿದರು. ತಾಲೂಕಿನ ಎಡೆಯೂರು ಹೋಬಳಿ, ಬ್ಯಾಲದ ಕೆರೆ ಕಾರ್ಯಕ್ರಮದಲ್ಲಿ ನಡೆದ ವಿವಿಧ ಅಭಿವೃದ್ಧಿ ಕಾಮಗಾರಿಗಳ ಶಂಕುಸ್ಥಾಪನೆ ನೆರವೇರಿಸಿ ಮಾತನಾಡಿದ ಅವರು, ಸರ್ಕಾರ ಬಡವರಿಗೆ ಬಲ ನೀಡುವ ಯೋಜನೆ ಜಾರಿಗೆ ತಂದಿದೆ. ರಾಜ್ಯ ಸರ್ಕಾರ ತಾಲೂಕಿನ ರಸ್ತೆ ಮತ್ತು ನೀರಾವರಿ ಅಭಿವೃದ್ಧಿಗೆ ಹೆಚ್ಚಿನ ಅನುದಾನ ನೀಡುತ್ತಿದೆ. ಆದರೆ ವಿಪಕ್ಷಗಳು ನೀರಾವರಿ ಯೋಜನೆಗಳಿಗೆ ಅಡ್ಡಿಪಡಿಸುತ್ತಿವೆ ಎಂದು ಆರೋಪಿಸಿದರು. ಜನರು ಮೂಲ ಭೂತ ಸೌಕರ್ಯದ ಜೊತೆಗೆ ಶಿಕ್ಷಣ, ಆರೋಗ್ಯ ಕ್ಷೇತ್ರದಲ್ಲಿ ಹಾಗೂ ನೀರಾವರಿ ಯೋಜನೆಗಳನ್ನು ಬೆಂಬಲಿಸಬೇಕು ಎಂದರು. bbox=[954, 493, 1130, 659]
quote-attribution: ■ ಗಂಗರಾಜು, ಬಿಜೆಪಿ ಜಿಲ್ಲಾ ಪ್ರಧಾನ ಕಾರ್ಯದರ್ಶಿ bbox=[701, 1790, 805, 1812]
article-text: ಆದ್ದರಿಂದ ಈ ಯೋಜನೆಗೆ ಸರ್ಕಾರ ಕೂಡ ಅನುದಾನ ನೀಡಿ ಲಿಂಕ್ ಕೆನಾಲ್ ಕಾಮಗಾರಿಯ ಯೋಜನೆ ರೂಪಿಸಿದೆ. ಕಾಮಗಾರಿ ಆರಂಭವಾಗುವ ಹಂತದಲ್ಲಿ ಕೆಲವರು ಅನಗತ್ಯ ರಾಜಕೀಯ ಮಾಡುತ್ತಿದ್ದಾರೆ ಎಂದು ಟೀಕಿಸಿದರು. bbox=[1138, 729, 1330, 778]
dateline: ಗುಬ್ಬಿ: bbox=[44, 195, 63, 205]
logo-emblem-icon bbox=[96, 12, 120, 36]
dateline: ವೈ.ಎನ್.ಹೊಸಕೋಟೆ: bbox=[696, 1047, 764, 1057]
registration-marks bbox=[470, 1996, 530, 2006]
quote-icon bbox=[701, 1669, 727, 1691]
kiru-headline-2: ವಿವಿಧೆಡೆ ರಾಮನವಮಿ ಆಚರಣೆ bbox=[93, 738, 272, 759]
article-10-body-2 bbox=[246, 1928, 674, 1996]
sun-icon bbox=[674, 61, 684, 71]
chevron-right-icon: » bbox=[191, 108, 206, 133]
dateline: ಹಾಸನ: bbox=[44, 879, 67, 889]
obituary-portrait-photo bbox=[208, 1412, 272, 1496]
